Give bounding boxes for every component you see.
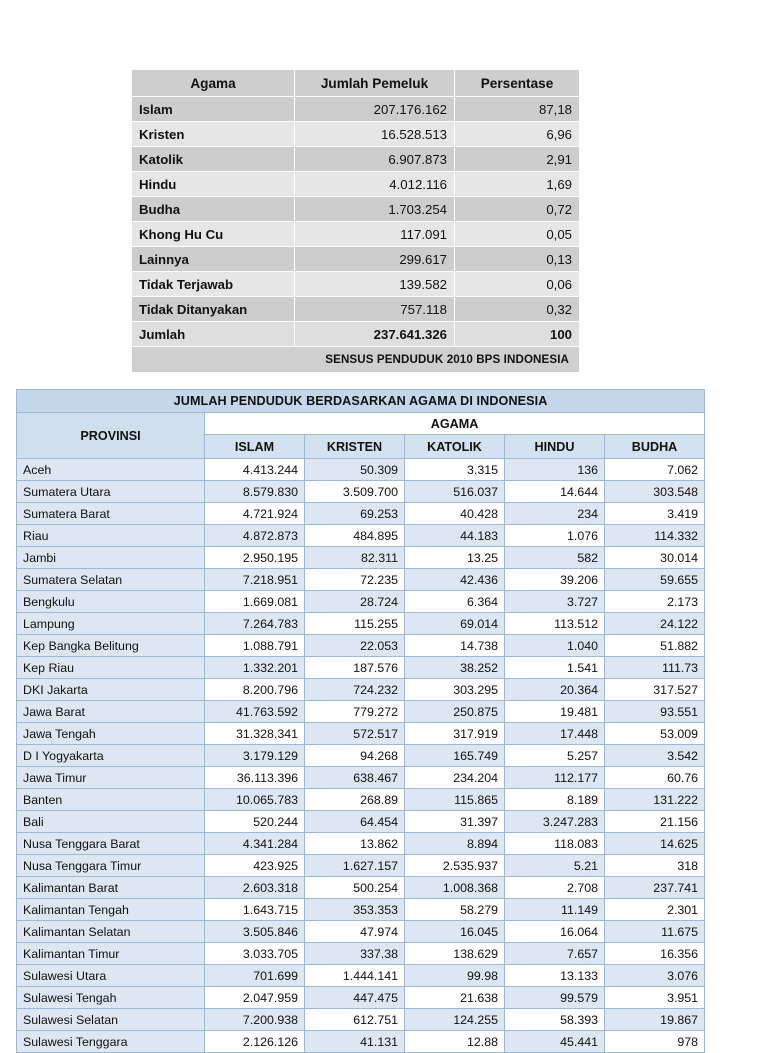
population-cell-islam: 7.218.951 [205, 569, 305, 591]
table-row [17, 855, 705, 877]
religion-name-cell: Lainnya [132, 247, 295, 272]
population-cell-katolik: 40.428 [405, 503, 505, 525]
population-cell-hindu: 112.177 [505, 767, 605, 789]
table-row [132, 247, 580, 272]
population-cell-hindu: 234 [505, 503, 605, 525]
population-cell-katolik: 58.279 [405, 899, 505, 921]
population-cell-islam: 41.763.592 [205, 701, 305, 723]
column-header-katolik: KATOLIK [405, 435, 505, 459]
population-cell-budha: 111.73 [605, 657, 705, 679]
province-name-cell: Lampung [17, 613, 205, 635]
population-cell-hindu: 113.512 [505, 613, 605, 635]
population-cell-islam: 10.065.783 [205, 789, 305, 811]
population-cell-budha: 11.675 [605, 921, 705, 943]
religion-table-header [132, 70, 580, 97]
column-header-kristen: KRISTEN [305, 435, 405, 459]
religion-percent-cell: 87,18 [455, 97, 580, 122]
province-name-cell: Sulawesi Selatan [17, 1009, 205, 1031]
population-cell-kristen: 28.724 [305, 591, 405, 613]
population-cell-kristen: 1.627.157 [305, 855, 405, 877]
table-row [17, 613, 705, 635]
province-name-cell: Kalimantan Tengah [17, 899, 205, 921]
religion-count-cell: 1.703.254 [295, 197, 455, 222]
population-cell-hindu: 3.727 [505, 591, 605, 613]
province-table-body [17, 459, 705, 1053]
table-row [17, 789, 705, 811]
population-cell-hindu: 13.133 [505, 965, 605, 987]
population-cell-islam: 7.200.938 [205, 1009, 305, 1031]
religion-percent-cell: 0,05 [455, 222, 580, 247]
province-name-cell: Bali [17, 811, 205, 833]
table-row [17, 481, 705, 503]
total-label-cell: Jumlah [132, 322, 295, 347]
table-row [17, 635, 705, 657]
population-cell-kristen: 94.268 [305, 745, 405, 767]
population-cell-katolik: 165.749 [405, 745, 505, 767]
table-row [17, 833, 705, 855]
table-row [17, 701, 705, 723]
population-cell-hindu: 1.076 [505, 525, 605, 547]
population-cell-islam: 4.341.284 [205, 833, 305, 855]
population-cell-kristen: 69.253 [305, 503, 405, 525]
province-name-cell: Kalimantan Barat [17, 877, 205, 899]
population-cell-budha: 3.542 [605, 745, 705, 767]
religion-percent-cell: 6,96 [455, 122, 580, 147]
population-cell-hindu: 17.448 [505, 723, 605, 745]
table-row [17, 943, 705, 965]
population-cell-katolik: 234.204 [405, 767, 505, 789]
religion-count-cell: 4.012.116 [295, 172, 455, 197]
table-source-row [132, 347, 580, 373]
table-total-row [132, 322, 580, 347]
province-name-cell: DKI Jakarta [17, 679, 205, 701]
population-cell-kristen: 779.272 [305, 701, 405, 723]
population-cell-kristen: 13.862 [305, 833, 405, 855]
table-row [17, 1009, 705, 1031]
table-row [17, 723, 705, 745]
population-cell-katolik: 250.875 [405, 701, 505, 723]
population-cell-budha: 131.222 [605, 789, 705, 811]
religion-count-cell: 139.582 [295, 272, 455, 297]
religion-name-cell: Budha [132, 197, 295, 222]
religion-name-cell: Kristen [132, 122, 295, 147]
population-cell-islam: 4.413.244 [205, 459, 305, 481]
population-cell-kristen: 50.309 [305, 459, 405, 481]
population-cell-katolik: 8.894 [405, 833, 505, 855]
population-cell-katolik: 516.037 [405, 481, 505, 503]
population-cell-katolik: 42.436 [405, 569, 505, 591]
population-cell-budha: 2.301 [605, 899, 705, 921]
population-cell-budha: 53.009 [605, 723, 705, 745]
population-cell-budha: 3.076 [605, 965, 705, 987]
province-name-cell: Jambi [17, 547, 205, 569]
province-name-cell: Aceh [17, 459, 205, 481]
table-row [17, 657, 705, 679]
table-row [132, 297, 580, 322]
table-row [17, 987, 705, 1009]
population-cell-kristen: 41.131 [305, 1031, 405, 1053]
column-header-budha: BUDHA [605, 435, 705, 459]
table-row [132, 272, 580, 297]
population-cell-hindu: 16.064 [505, 921, 605, 943]
population-cell-katolik: 3.315 [405, 459, 505, 481]
table-row [132, 147, 580, 172]
population-cell-islam: 3.505.846 [205, 921, 305, 943]
population-cell-katolik: 13.25 [405, 547, 505, 569]
religion-percent-cell: 0,72 [455, 197, 580, 222]
population-cell-budha: 318 [605, 855, 705, 877]
religion-percent-cell: 0,06 [455, 272, 580, 297]
table-row [17, 921, 705, 943]
total-count-cell: 237.641.326 [295, 322, 455, 347]
province-name-cell: Kalimantan Selatan [17, 921, 205, 943]
population-cell-katolik: 16.045 [405, 921, 505, 943]
province-name-cell: Jawa Tengah [17, 723, 205, 745]
population-cell-islam: 701.699 [205, 965, 305, 987]
population-cell-hindu: 11.149 [505, 899, 605, 921]
population-cell-hindu: 1.040 [505, 635, 605, 657]
population-cell-kristen: 22.053 [305, 635, 405, 657]
table-row [17, 591, 705, 613]
province-table [16, 389, 705, 1053]
column-header-persentase: Persentase [455, 70, 580, 97]
religion-percent-cell: 0,32 [455, 297, 580, 322]
population-cell-islam: 2.603.318 [205, 877, 305, 899]
table-row [17, 547, 705, 569]
religion-name-cell: Hindu [132, 172, 295, 197]
population-cell-kristen: 572.517 [305, 723, 405, 745]
population-cell-islam: 2.126.126 [205, 1031, 305, 1053]
population-cell-hindu: 14.644 [505, 481, 605, 503]
population-cell-katolik: 124.255 [405, 1009, 505, 1031]
table-row [17, 811, 705, 833]
population-cell-kristen: 187.576 [305, 657, 405, 679]
table-row [17, 767, 705, 789]
religion-percent-cell: 1,69 [455, 172, 580, 197]
population-cell-kristen: 82.311 [305, 547, 405, 569]
religion-count-cell: 757.118 [295, 297, 455, 322]
population-cell-hindu: 136 [505, 459, 605, 481]
province-table-title: JUMLAH PENDUDUK BERDASARKAN AGAMA DI INDONESIA [17, 390, 705, 413]
population-cell-islam: 8.579.830 [205, 481, 305, 503]
population-cell-islam: 7.264.783 [205, 613, 305, 635]
population-cell-budha: 7.062 [605, 459, 705, 481]
population-cell-katolik: 69.014 [405, 613, 505, 635]
table-row [132, 197, 580, 222]
table-row [17, 899, 705, 921]
province-name-cell: Bengkulu [17, 591, 205, 613]
population-cell-kristen: 3.509.700 [305, 481, 405, 503]
population-cell-islam: 31.328.341 [205, 723, 305, 745]
population-cell-hindu: 1.541 [505, 657, 605, 679]
religion-name-cell: Tidak Ditanyakan [132, 297, 295, 322]
religion-percent-cell: 2,91 [455, 147, 580, 172]
table-row [132, 122, 580, 147]
religion-count-cell: 6.907.873 [295, 147, 455, 172]
population-cell-hindu: 39.206 [505, 569, 605, 591]
population-cell-budha: 21.156 [605, 811, 705, 833]
population-cell-katolik: 2.535.937 [405, 855, 505, 877]
population-cell-islam: 423.925 [205, 855, 305, 877]
population-cell-budha: 317.527 [605, 679, 705, 701]
population-cell-katolik: 138.629 [405, 943, 505, 965]
population-cell-budha: 60.76 [605, 767, 705, 789]
population-cell-kristen: 484.895 [305, 525, 405, 547]
population-cell-hindu: 582 [505, 547, 605, 569]
population-cell-budha: 3.951 [605, 987, 705, 1009]
population-cell-kristen: 612.751 [305, 1009, 405, 1031]
table-row [132, 172, 580, 197]
population-cell-katolik: 6.364 [405, 591, 505, 613]
population-cell-islam: 520.244 [205, 811, 305, 833]
province-name-cell: Sulawesi Utara [17, 965, 205, 987]
table-row [132, 97, 580, 122]
religion-count-cell: 16.528.513 [295, 122, 455, 147]
total-percent-cell: 100 [455, 322, 580, 347]
province-name-cell: Jawa Timur [17, 767, 205, 789]
population-cell-hindu: 3.247.283 [505, 811, 605, 833]
table-row [17, 525, 705, 547]
table-row [17, 459, 705, 481]
population-cell-budha: 14.625 [605, 833, 705, 855]
population-cell-islam: 3.179.129 [205, 745, 305, 767]
table-row [132, 222, 580, 247]
province-name-cell: Banten [17, 789, 205, 811]
province-name-cell: Sumatera Selatan [17, 569, 205, 591]
population-cell-katolik: 99.98 [405, 965, 505, 987]
religion-name-cell: Katolik [132, 147, 295, 172]
population-cell-islam: 3.033.705 [205, 943, 305, 965]
religion-name-cell: Tidak Terjawab [132, 272, 295, 297]
province-religion-table [16, 389, 704, 1053]
population-cell-budha: 51.882 [605, 635, 705, 657]
population-cell-budha: 114.332 [605, 525, 705, 547]
population-cell-kristen: 724.232 [305, 679, 405, 701]
table-row [17, 679, 705, 701]
province-table-header [17, 390, 705, 459]
population-cell-hindu: 5.21 [505, 855, 605, 877]
population-cell-budha: 3.419 [605, 503, 705, 525]
population-cell-budha: 93.551 [605, 701, 705, 723]
population-cell-kristen: 337.38 [305, 943, 405, 965]
population-cell-kristen: 72.235 [305, 569, 405, 591]
province-name-cell: Kalimantan Timur [17, 943, 205, 965]
population-cell-katolik: 115.865 [405, 789, 505, 811]
religion-name-cell: Islam [132, 97, 295, 122]
column-header-agama: Agama [132, 70, 295, 97]
province-name-cell: Jawa Barat [17, 701, 205, 723]
population-cell-budha: 237.741 [605, 877, 705, 899]
religion-name-cell: Khong Hu Cu [132, 222, 295, 247]
population-cell-katolik: 12.88 [405, 1031, 505, 1053]
population-cell-islam: 4.872.873 [205, 525, 305, 547]
province-name-cell: Sulawesi Tenggara [17, 1031, 205, 1053]
population-cell-katolik: 21.638 [405, 987, 505, 1009]
population-cell-islam: 1.669.081 [205, 591, 305, 613]
table-row [17, 965, 705, 987]
province-name-cell: Sumatera Utara [17, 481, 205, 503]
population-cell-hindu: 58.393 [505, 1009, 605, 1031]
population-cell-hindu: 2.708 [505, 877, 605, 899]
population-cell-hindu: 19.481 [505, 701, 605, 723]
population-cell-katolik: 303.295 [405, 679, 505, 701]
province-name-cell: Sulawesi Tengah [17, 987, 205, 1009]
population-cell-hindu: 20.364 [505, 679, 605, 701]
population-cell-kristen: 500.254 [305, 877, 405, 899]
religion-percent-cell: 0,13 [455, 247, 580, 272]
population-cell-hindu: 8.189 [505, 789, 605, 811]
religion-count-cell: 207.176.162 [295, 97, 455, 122]
population-cell-budha: 16.356 [605, 943, 705, 965]
population-cell-kristen: 47.974 [305, 921, 405, 943]
population-cell-katolik: 44.183 [405, 525, 505, 547]
table-header-row [132, 70, 580, 97]
table-title-row [17, 390, 705, 413]
population-cell-islam: 2.950.195 [205, 547, 305, 569]
population-cell-hindu: 7.657 [505, 943, 605, 965]
population-cell-katolik: 31.397 [405, 811, 505, 833]
population-cell-katolik: 14.738 [405, 635, 505, 657]
table-row [17, 1031, 705, 1053]
population-cell-islam: 8.200.796 [205, 679, 305, 701]
province-name-cell: Kep Bangka Belitung [17, 635, 205, 657]
population-cell-budha: 59.655 [605, 569, 705, 591]
population-cell-kristen: 447.475 [305, 987, 405, 1009]
table-group-header-row [17, 413, 705, 435]
population-cell-katolik: 1.008.368 [405, 877, 505, 899]
population-cell-islam: 4.721.924 [205, 503, 305, 525]
population-cell-budha: 303.548 [605, 481, 705, 503]
population-cell-islam: 36.113.396 [205, 767, 305, 789]
population-cell-budha: 19.867 [605, 1009, 705, 1031]
population-cell-hindu: 45.441 [505, 1031, 605, 1053]
column-header-islam: ISLAM [205, 435, 305, 459]
population-cell-kristen: 638.467 [305, 767, 405, 789]
religion-table [131, 69, 580, 373]
population-cell-islam: 1.088.791 [205, 635, 305, 657]
province-name-cell: Sumatera Barat [17, 503, 205, 525]
population-cell-islam: 1.332.201 [205, 657, 305, 679]
province-name-cell: Nusa Tenggara Timur [17, 855, 205, 877]
column-header-hindu: HINDU [505, 435, 605, 459]
province-name-cell: Kep Riau [17, 657, 205, 679]
population-cell-kristen: 64.454 [305, 811, 405, 833]
table-row [17, 569, 705, 591]
province-name-cell: Riau [17, 525, 205, 547]
table-row [17, 503, 705, 525]
population-cell-budha: 24.122 [605, 613, 705, 635]
column-header-provinsi: PROVINSI [17, 413, 205, 459]
population-cell-budha: 2.173 [605, 591, 705, 613]
province-name-cell: D I Yogyakarta [17, 745, 205, 767]
religion-table-body [132, 97, 580, 373]
religion-count-cell: 117.091 [295, 222, 455, 247]
table-row [17, 877, 705, 899]
population-cell-hindu: 99.579 [505, 987, 605, 1009]
population-cell-hindu: 5.257 [505, 745, 605, 767]
population-cell-kristen: 353.353 [305, 899, 405, 921]
source-note: SENSUS PENDUDUK 2010 BPS INDONESIA [132, 347, 580, 373]
population-cell-kristen: 1.444.141 [305, 965, 405, 987]
population-cell-islam: 2.047.959 [205, 987, 305, 1009]
column-group-header-agama: AGAMA [205, 413, 705, 435]
religion-summary-table [131, 69, 579, 373]
population-cell-kristen: 115.255 [305, 613, 405, 635]
column-header-jumlah-pemeluk: Jumlah Pemeluk [295, 70, 455, 97]
population-cell-islam: 1.643.715 [205, 899, 305, 921]
religion-count-cell: 299.617 [295, 247, 455, 272]
population-cell-katolik: 317.919 [405, 723, 505, 745]
table-row [17, 745, 705, 767]
population-cell-hindu: 118.083 [505, 833, 605, 855]
population-cell-kristen: 268.89 [305, 789, 405, 811]
province-name-cell: Nusa Tenggara Barat [17, 833, 205, 855]
population-cell-budha: 978 [605, 1031, 705, 1053]
population-cell-budha: 30.014 [605, 547, 705, 569]
population-cell-katolik: 38.252 [405, 657, 505, 679]
